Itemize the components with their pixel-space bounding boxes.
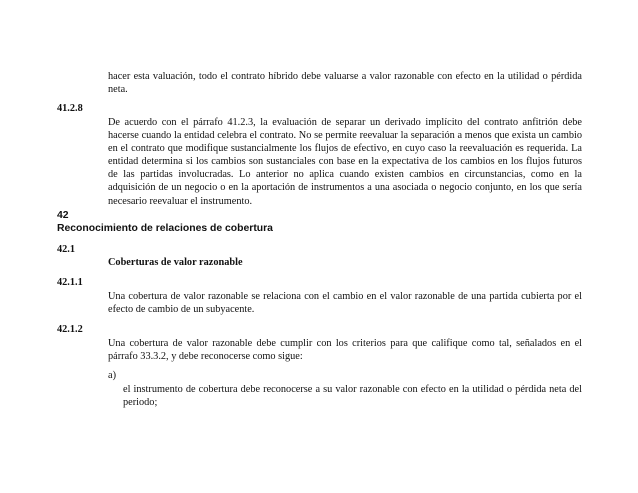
section-number-42-1-2: 42.1.2 — [57, 324, 83, 335]
list-item-a-marker: a) — [108, 370, 116, 381]
paragraph-42-1-2: Una cobertura de valor razonable debe cumplir con los criterios para que califique como tal, señalados en el párrafo 33.3.2, y debe reconocerse como sigue: — [108, 338, 582, 363]
section-title-42: Reconocimiento de relaciones de cobertura — [57, 223, 273, 234]
section-number-42: 42 — [57, 210, 69, 221]
paragraph-42-1-1: Una cobertura de valor razonable se relaciona con el cambio en el valor razonable de una partida cubierta por el efecto de cambio de un subyacente. — [108, 291, 582, 316]
section-title-42-1: Coberturas de valor razonable — [108, 257, 243, 268]
section-number-41-2-8: 41.2.8 — [57, 103, 83, 114]
paragraph-41-2-8: De acuerdo con el párrafo 41.2.3, la evaluación de separar un derivado implícito del contrato anfitrión debe hacerse cuando la entidad celebra el contrato. No se permite reevaluar la separación a menos que exista un cambio en el contrato que modifique sustancialmente los flujos de efectivo, en cuyo caso la reevaluación es requerida. La entidad determina si los cambios son sustanciales con base en la expectativa de los cambios en los flujos futuros de las partidas involucradas. Lo anterior no aplica cuando existen cambios en circunstancias, como en la adquisición de un negocio o en la aportación de instrumentos a una asociada o negocio conjunto, en los que sería necesario reevaluar el instrumento. — [108, 117, 582, 207]
intro-paragraph: hacer esta valuación, todo el contrato híbrido debe valuarse a valor razonable con efecto en la utilidad o pérdida neta. — [108, 71, 582, 96]
section-number-42-1-1: 42.1.1 — [57, 277, 83, 288]
section-number-42-1: 42.1 — [57, 244, 76, 255]
list-item-a-text: el instrumento de cobertura debe reconocerse a su valor razonable con efecto en la utilidad o pérdida neta del periodo; — [123, 384, 582, 409]
